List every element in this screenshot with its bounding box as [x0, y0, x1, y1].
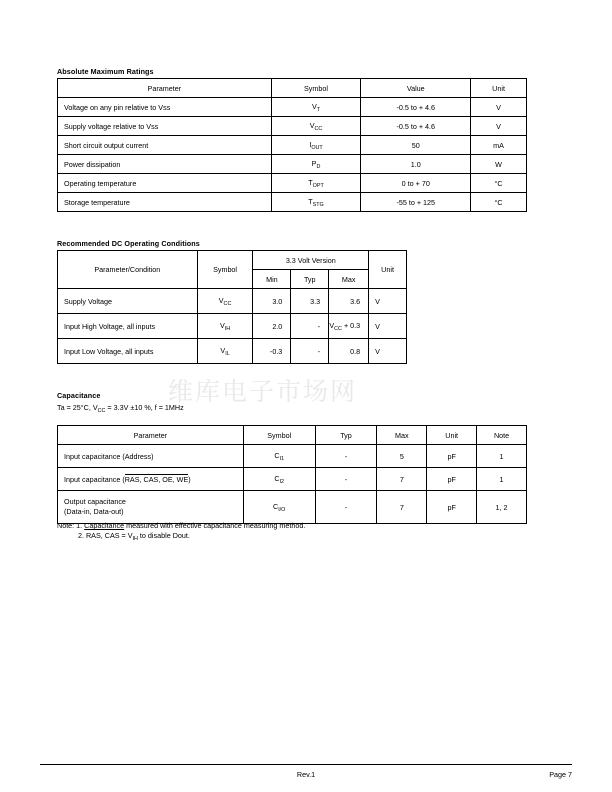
cell-symbol: $T_{STG}$	[271, 193, 361, 212]
cell-parameter: Supply voltage relative to Vss	[58, 117, 272, 136]
col-header-parameter: Parameter	[58, 79, 272, 98]
cell-value: -0.5 to + 4.6	[361, 98, 471, 117]
cell-parameter: Input capacitance (Address)	[58, 445, 244, 468]
cell-unit: mA	[471, 136, 527, 155]
capacitance-note-1: Note: 1. Capacitance measured with effective capacitance measuring method.	[57, 521, 306, 530]
cell-unit: V	[471, 98, 527, 117]
col-header-unit: Unit	[369, 251, 407, 289]
section-title-capacitance: Capacitance	[57, 391, 101, 400]
table-row	[58, 289, 407, 314]
col-header-symbol: Symbol	[243, 426, 315, 445]
table-row	[58, 491, 527, 524]
watermark-text: 维库电子市场网	[168, 377, 358, 406]
cell-symbol: $T_{OPT}$	[271, 174, 361, 193]
cell-value: -55 to + 125	[361, 193, 471, 212]
col-header-value: Value	[361, 79, 471, 98]
cell-value: 0 to + 70	[361, 174, 471, 193]
cell-unit: °C	[471, 174, 527, 193]
cell-min: -0.3	[253, 339, 291, 364]
col-header-symbol: Symbol	[197, 251, 253, 289]
cell-typ: 3.3	[291, 289, 329, 314]
cell-min: 2.0	[253, 314, 291, 339]
table-row	[58, 193, 527, 212]
col-header-typ: Typ	[315, 426, 377, 445]
cell-unit: pF	[427, 445, 477, 468]
col-header-unit: Unit	[427, 426, 477, 445]
col-header-unit: Unit	[471, 79, 527, 98]
col-header-typ: Typ	[291, 270, 329, 289]
cell-typ: -	[291, 314, 329, 339]
cell-max: 5	[377, 445, 427, 468]
cell-max: 3.6	[329, 289, 369, 314]
capacitance-condition: Ta = 25°C, $V_{CC} = 3.3V \pm 10$ %, f = 1MHz	[57, 403, 184, 414]
cell-unit: pF	[427, 468, 477, 491]
cell-parameter: Power dissipation	[58, 155, 272, 174]
cell-symbol: $C_{I1}$	[243, 445, 315, 468]
footer-revision: Rev.1	[296, 770, 316, 779]
cell-note: 1	[477, 468, 527, 491]
col-header-max: Max	[329, 270, 369, 289]
table-absolute-maximum-ratings	[57, 78, 527, 212]
table-row	[58, 314, 407, 339]
cell-parameter: Input Low Voltage, all inputs	[58, 339, 198, 364]
cell-unit: V	[369, 314, 407, 339]
table-header-row	[58, 251, 407, 270]
footer-page-number: Page 7	[549, 770, 572, 779]
table-capacitance	[57, 425, 527, 524]
cell-value: 1.0	[361, 155, 471, 174]
table-row	[58, 468, 527, 491]
table-row	[58, 339, 407, 364]
cell-note: 1	[477, 445, 527, 468]
cell-symbol: $V_T$	[271, 98, 361, 117]
cell-typ: -	[291, 339, 329, 364]
cell-parameter: Input capacitance (RAS, CAS, OE, WE)	[58, 468, 244, 491]
cell-typ: -	[315, 445, 377, 468]
cell-parameter: Short circuit output current	[58, 136, 272, 155]
cell-typ: -	[315, 468, 377, 491]
cell-unit: V	[471, 117, 527, 136]
cell-unit: °C	[471, 193, 527, 212]
table-row	[58, 136, 527, 155]
cell-unit: pF	[427, 491, 477, 524]
col-header-max: Max	[377, 426, 427, 445]
cell-parameter: Output capacitance (Data-in, Data-out)	[58, 491, 244, 524]
cell-max: 7	[377, 468, 427, 491]
col-header-note: Note	[477, 426, 527, 445]
table-header-row	[58, 426, 527, 445]
col-header-symbol: Symbol	[271, 79, 361, 98]
table-row	[58, 174, 527, 193]
col-header-version: 3.3 Volt Version	[253, 251, 369, 270]
cell-unit: W	[471, 155, 527, 174]
cell-unit: V	[369, 289, 407, 314]
cell-min: 3.0	[253, 289, 291, 314]
cell-symbol: $V_{IL}$	[197, 339, 253, 364]
col-header-parameter: Parameter	[58, 426, 244, 445]
cell-parameter: Input High Voltage, all inputs	[58, 314, 198, 339]
col-header-parameter-condition: Parameter/Condition	[58, 251, 198, 289]
cell-parameter: Supply Voltage	[58, 289, 198, 314]
section-title-absolute-maximum-ratings: Absolute Maximum Ratings	[57, 67, 154, 76]
table-header-row	[58, 79, 527, 98]
cell-typ: -	[315, 491, 377, 524]
cell-parameter: Voltage on any pin relative to Vss	[58, 98, 272, 117]
cell-max: 7	[377, 491, 427, 524]
cell-symbol: $C_{I/O}$	[243, 491, 315, 524]
cell-parameter: Operating temperature	[58, 174, 272, 193]
table-row	[58, 117, 527, 136]
table-row	[58, 155, 527, 174]
cell-parameter: Storage temperature	[58, 193, 272, 212]
footer-divider	[40, 764, 572, 765]
cell-symbol: $I_{OUT}$	[271, 136, 361, 155]
cell-symbol: $V_{CC}$	[197, 289, 253, 314]
table-dc-operating-conditions	[57, 250, 407, 364]
col-header-min: Min	[253, 270, 291, 289]
cell-value: 50	[361, 136, 471, 155]
cell-note: 1, 2	[477, 491, 527, 524]
cell-value: -0.5 to + 4.6	[361, 117, 471, 136]
table-row	[58, 98, 527, 117]
section-title-recommended-dc-operating-conditions: Recommended DC Operating Conditions	[57, 239, 200, 248]
cell-symbol: $V_{CC}$	[271, 117, 361, 136]
cell-symbol: $V_{IH}$	[197, 314, 253, 339]
capacitance-note-2: 2. RAS, CAS = $V_{IH}$ to disable Dout.	[78, 531, 190, 542]
cell-symbol: $C_{I2}$	[243, 468, 315, 491]
cell-symbol: $P_D$	[271, 155, 361, 174]
cell-unit: V	[369, 339, 407, 364]
cell-max: $V_{CC} + 0.3$	[329, 314, 369, 339]
cell-max: 0.8	[329, 339, 369, 364]
table-row	[58, 445, 527, 468]
